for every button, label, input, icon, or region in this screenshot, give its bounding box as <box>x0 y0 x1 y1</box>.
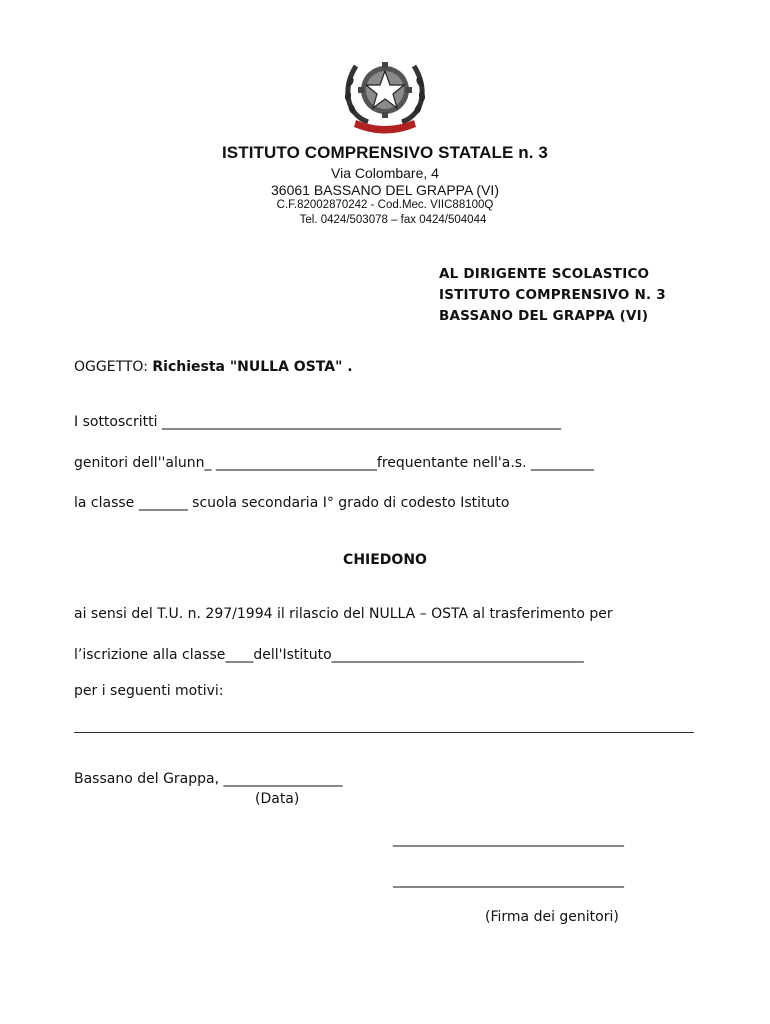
signatories-field[interactable]: I sottoscritti _________________________________________________________ <box>74 414 561 430</box>
date-caption: (Data) <box>255 791 300 807</box>
school-name: ISTITUTO COMPRENSIVO STATALE n. 3 <box>221 143 548 162</box>
addressee-block <box>439 264 666 327</box>
request-heading: CHIEDONO <box>343 552 427 568</box>
class-field[interactable]: la classe _______ scuola secondaria I° grado di codesto Istituto <box>74 495 510 511</box>
school-phones: Tel. 0424/503078 – fax 0424/504044 <box>299 214 487 226</box>
school-codes: C.F.82002870242 - Cod.Mec. VIIC88100Q <box>276 199 494 211</box>
place-date-field[interactable]: Bassano del Grappa, _________________ <box>74 771 343 787</box>
signature-caption: (Firma dei genitori) <box>485 909 619 925</box>
subject-line <box>74 359 353 375</box>
addressee-line: AL DIRIGENTE SCOLASTICO <box>439 266 650 282</box>
reasons-input-line[interactable] <box>74 732 694 733</box>
enrollment-field[interactable]: l’iscrizione alla classe____dell'Istituto____________________________________ <box>74 647 584 663</box>
signature-line[interactable]: _________________________________ <box>393 872 624 888</box>
subject-label: OGGETTO: <box>74 359 153 375</box>
signature-line[interactable]: _________________________________ <box>393 831 624 847</box>
parents-student-field[interactable]: genitori dell''alunn_ _______________________frequentante nell'a.s. _________ <box>74 455 594 471</box>
addressee-line: ISTITUTO COMPRENSIVO N. 3 <box>439 287 666 303</box>
law-reference-text: ai sensi del T.U. n. 297/1994 il rilascio del NULLA – OSTA al trasferimento per <box>74 606 613 622</box>
italian-republic-emblem-icon <box>338 52 432 134</box>
school-address-city: 36061 BASSANO DEL GRAPPA (VI) <box>271 182 499 198</box>
school-address-street: Via Colombare, 4 <box>331 165 439 181</box>
reasons-label: per i seguenti motivi: <box>74 683 224 699</box>
addressee-line: BASSANO DEL GRAPPA (VI) <box>439 308 649 324</box>
subject-text: Richiesta "NULLA OSTA" . <box>152 359 353 375</box>
